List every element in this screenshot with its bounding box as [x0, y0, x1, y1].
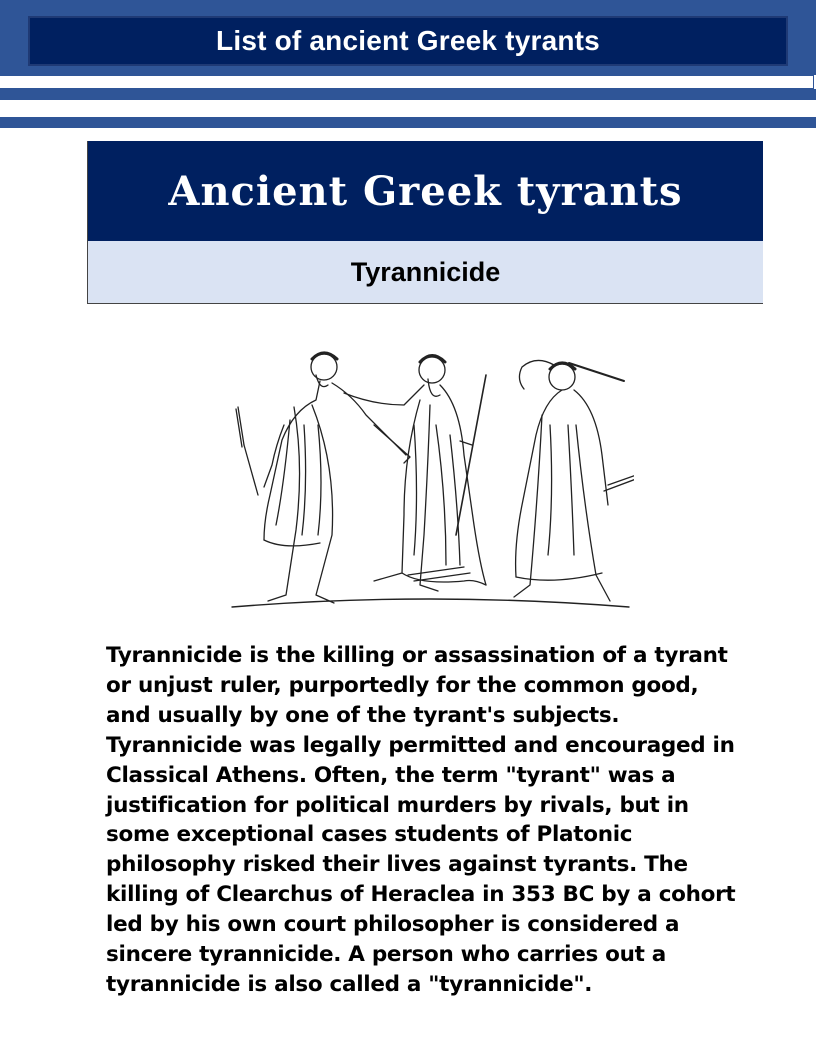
white-rule	[0, 75, 814, 89]
top-banner	[0, 0, 816, 75]
page-title: List of ancient Greek tyrants	[216, 25, 600, 56]
tyrannicides-vase-figures-icon	[224, 345, 634, 615]
section-title: Tyrannicide	[350, 256, 501, 287]
banner-title-box	[28, 16, 788, 66]
card-header	[88, 141, 763, 241]
blue-stripe-bottom	[0, 117, 816, 128]
blue-stripe-top	[0, 89, 816, 100]
card-subheader	[88, 241, 763, 303]
body-paragraph: Tyrannicide is the killing or assassination of a tyrant or unjust ruler, purportedly for the common good, and usually by one of the tyrant's subjects. Tyrannicide was legally permitted and encouraged in Classical Athens. Often, the term "tyrant" was a justification for political murders by rivals, but in some exceptional cases students of Platonic philosophy risked their lives against tyrants. The killing of Clearchus of Heraclea in 353 BC by a cohort led by his own court philosopher is considered a sincere tyrannicide. A person who carries out a tyrannicide is also called a "tyrannicide".	[106, 643, 736, 997]
title-card	[87, 141, 763, 304]
card-title: Ancient Greek tyrants	[168, 167, 683, 215]
